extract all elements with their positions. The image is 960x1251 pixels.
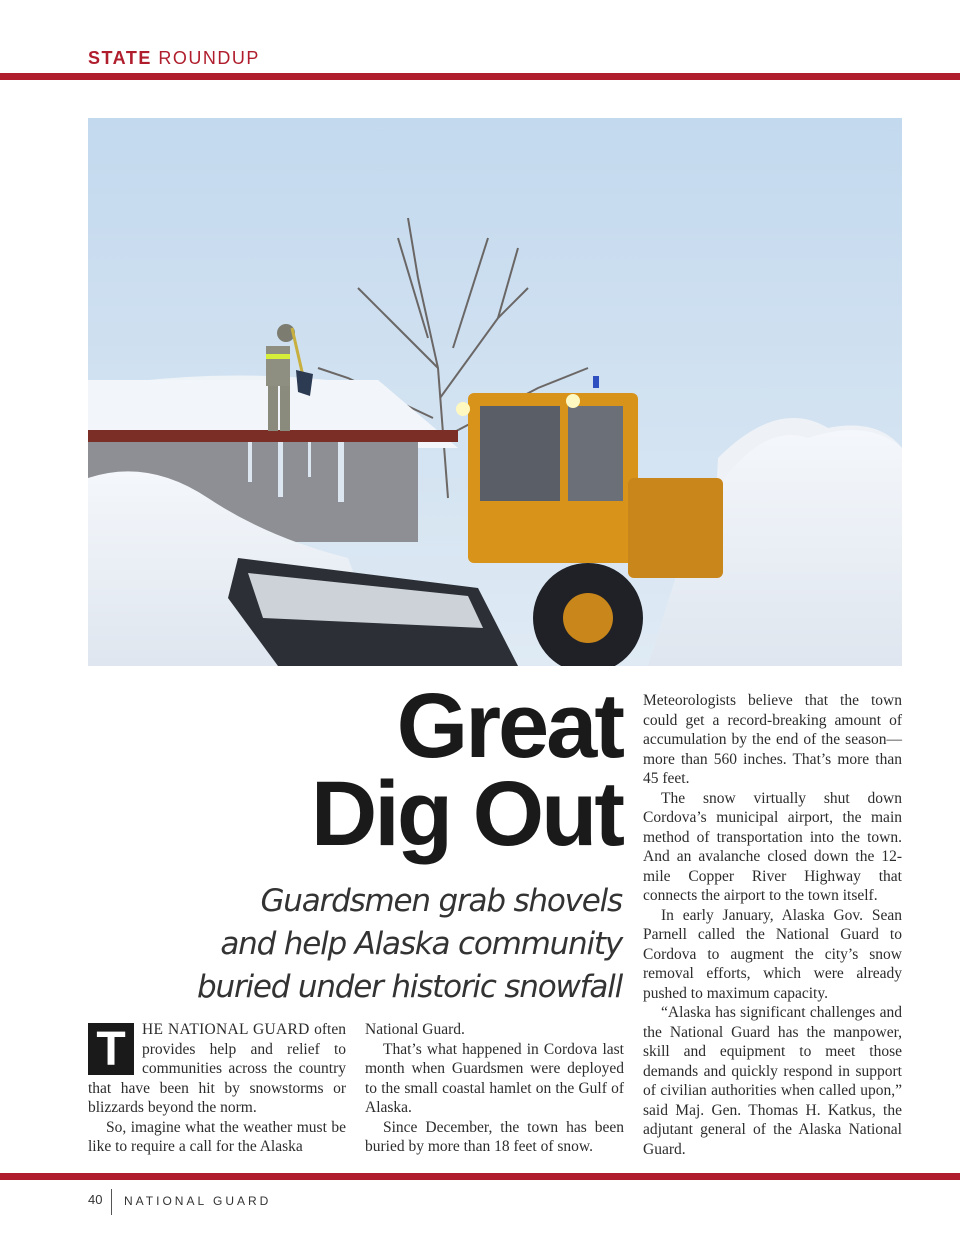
folio-divider: [111, 1189, 112, 1215]
body-column-2: [365, 1020, 624, 1157]
headline-line-1: Great: [396, 675, 622, 777]
magazine-name: NATIONAL GUARD: [124, 1194, 272, 1208]
paragraph: “Alaska has significant challenges and the National Guard has the manpower, skill and equipment to meet those demands and quickly respond in support of civilian authorities when called upon,” said Maj. Gen. Thomas H. Katkus, the adjutant general of the Alaska National Guard.: [643, 1004, 902, 1158]
paragraph: National Guard.: [365, 1021, 465, 1038]
page-number: 40: [88, 1192, 103, 1207]
section-heading: [88, 48, 260, 69]
headline: [310, 675, 622, 865]
top-rule: [0, 73, 960, 80]
paragraph: Since December, the town has been buried by more than 18 feet of snow.: [365, 1118, 624, 1155]
section-heading-rest: ROUNDUP: [151, 48, 260, 68]
bottom-rule: [0, 1173, 960, 1180]
lead-in: HE NATIONAL GUARD: [142, 1021, 310, 1038]
deck-line-1: Guardsmen grab shovels: [260, 883, 622, 919]
paragraph: Meteorologists believe that the town could get a record-breaking amount of accumulation by the end of the season—more than 560 inches. That’s more than 45 feet.: [643, 692, 902, 787]
paragraph: The snow virtually shut down Cordova’s municipal airport, the main method of transportation into the town. And an avalanche closed down the 12-mile Copper River Highway that connects the airport to the town itself.: [643, 789, 902, 904]
drop-cap: T: [88, 1023, 134, 1075]
deck-line-3: buried under historic snowfall: [197, 969, 622, 1005]
paragraph: So, imagine what the weather must be like to require a call for the Alaska: [88, 1118, 346, 1155]
body-column-1: [88, 1020, 346, 1157]
paragraph: [88, 1020, 346, 1118]
feature-photo: [88, 118, 902, 666]
deck-line-2: and help Alaska community: [220, 926, 622, 962]
section-heading-bold: STATE: [88, 48, 152, 68]
headline-line-2: Dig Out: [310, 763, 622, 865]
body-column-3: [643, 691, 902, 1159]
paragraph: That’s what happened in Cordova last month when Guardsmen were deployed to the small coastal hamlet on the Gulf of Alaska.: [365, 1040, 624, 1116]
deck-subheadline: [142, 880, 622, 1009]
paragraph-text: often provides help and relief to communities across the country that have been hit by snowstorms or blizzards beyond the norm.: [88, 1021, 346, 1116]
paragraph: In early January, Alaska Gov. Sean Parnell called the National Guard to Cordova to augment the city’s snow removal efforts, which were already pushed to maximum capacity.: [643, 906, 902, 1002]
